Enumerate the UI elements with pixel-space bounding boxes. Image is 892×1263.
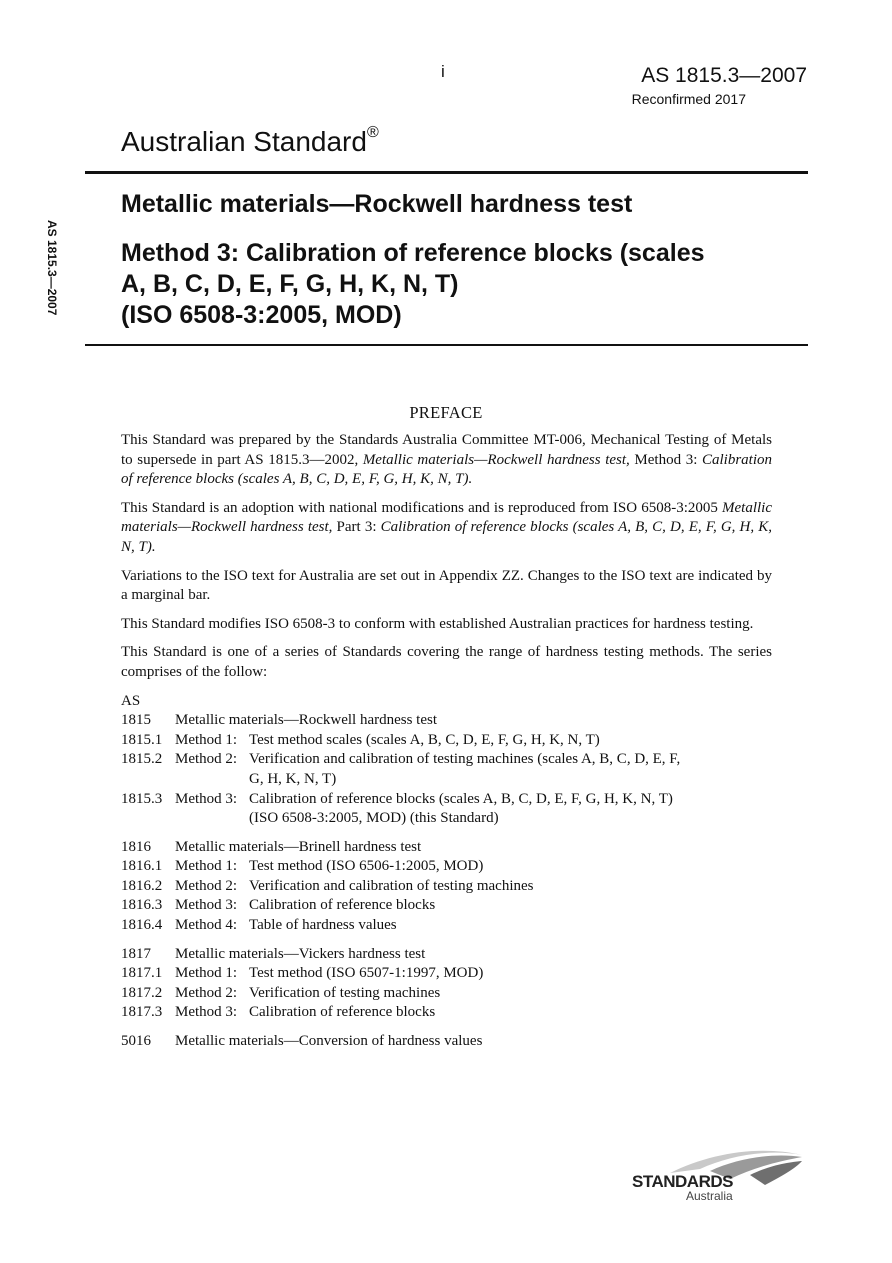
series-group [121,711,772,829]
method-text-cell: Calibration of reference blocks (scales A, B, C, D, E, F, G, H, K, N, T) [249,790,673,807]
series-method-row [121,857,772,877]
part-number-cell: 1815.2 [121,751,163,768]
series-group-title-row [121,1032,772,1052]
series-method-row [121,877,772,897]
preface-paragraph-5: This Standard is one of a series of Standards covering the range of hardness testing methods. The series comprises of the follow: [121,644,772,680]
method-label-cell: Method 3: [175,1004,238,1021]
italic-run: Metallic materials—Rockwell hardness test, [121,499,772,536]
preface-body [121,431,772,1061]
text-run: This Standard was prepared by the Standards Australia Committee MT-006, Mechanical Testing of Metals to supersede in part AS 1815.3—2002, [121,432,772,468]
series-method-row [121,916,772,936]
series-method-continuation [121,809,772,829]
italic-run: Calibration of reference blocks (scales A, B, C, D, E, F, G, H, K, N, T). [121,451,772,488]
part-number-cell: 1816.3 [121,897,163,914]
text-run: Part 3: [332,519,381,536]
method-text-cell: Test method (ISO 6506-1:2005, MOD) [249,858,484,875]
standard-number-cell: 5016 [121,1033,151,1050]
series-method-row [121,1003,772,1023]
part-number-cell: 1815.1 [121,731,163,748]
standard-type-text: Australian Standard [121,126,367,157]
standard-number-cell: 1815 [121,712,151,729]
logo-wordmark: STANDARDS [632,1172,733,1191]
method-label-cell: Method 1: [175,731,238,748]
series-group-title-row [121,945,772,965]
italic-run: Calibration of reference blocks (scales A, B, C, D, E, F, G, H, K, N, T). [121,519,772,555]
method-title-line: A, B, C, D, E, F, G, H, K, N, T) [121,270,459,298]
series-method-row [121,790,772,810]
standard-title-cell: Metallic materials—Vickers hardness test [175,945,426,962]
series-list [121,711,772,1052]
standard-title-cell: Metallic materials—Brinell hardness test [175,838,422,855]
part-number-cell: 1816.4 [121,917,163,934]
series-method-row [121,731,772,751]
side-label-text: AS 1815.3—2007 [45,220,59,316]
method-label-cell: Method 2: [175,877,238,894]
side-label [34,220,64,380]
part-number-cell: 1816.1 [121,858,163,875]
series-heading: AS [121,692,141,709]
series-method-continuation [121,770,772,790]
series-method-row [121,964,772,984]
standard-title-cell: Metallic materials—Conversion of hardness values [175,1033,483,1050]
part-number-cell: 1815.3 [121,790,163,807]
method-title-line: (ISO 6508-3:2005, MOD) [121,301,402,329]
method-text-cell: Test method scales (scales A, B, C, D, E, F, G, H, K, N, T) [249,731,600,748]
method-title [121,238,801,331]
method-text-cell: Table of hardness values [249,917,397,934]
preface-paragraph-1 [121,431,772,490]
series-group [121,838,772,936]
standard-type-heading [121,123,379,158]
method-label-cell: Method 3: [175,790,238,807]
standard-title-cell: Metallic materials—Rockwell hardness test [175,712,438,729]
method-label-cell: Method 2: [175,984,238,1001]
series-group [121,945,772,1023]
preface-paragraph-2 [121,499,772,558]
main-title: Metallic materials—Rockwell hardness test [121,190,633,218]
series-method-row [121,750,772,770]
text-run: Method 3: [629,451,702,468]
series-method-row [121,984,772,1004]
method-text-continuation: G, H, K, N, T) [249,770,337,787]
method-text-cell: Verification and calibration of testing machines [249,877,534,894]
preface-paragraph-3: Variations to the ISO text for Australia are set out in Appendix ZZ. Changes to the ISO text are indicated by a marginal bar. [121,567,772,604]
series-group-title-row [121,711,772,731]
part-number-cell: 1817.3 [121,1004,163,1021]
method-text-cell: Verification and calibration of testing machines (scales A, B, C, D, E, F, [249,751,681,768]
series-method-row [121,896,772,916]
registered-mark: ® [366,123,379,141]
series-group-title-row [121,838,772,858]
method-text-continuation: (ISO 6508-3:2005, MOD) (this Standard) [249,810,499,827]
method-label-cell: Method 2: [175,751,238,768]
method-label-cell: Method 3: [175,897,238,914]
page-number: i [441,62,445,81]
logo-subtitle: Australia [686,1189,733,1203]
standard-number-cell: 1816 [121,838,151,855]
method-text-cell: Calibration of reference blocks [249,897,436,914]
method-label-cell: Method 1: [175,858,238,875]
bottom-rule [85,344,808,346]
method-text-cell: Test method (ISO 6507-1:1997, MOD) [249,965,484,982]
method-text-cell: Verification of testing machines [249,984,441,1001]
series-group [121,1032,772,1052]
italic-run: Metallic materials—Rockwell hardness test, [362,451,630,468]
top-rule [85,171,808,174]
method-label-cell: Method 4: [175,917,238,934]
method-label-cell: Method 1: [175,965,238,982]
standard-number: AS 1815.3—2007 [641,64,807,87]
method-title-line: Method 3: Calibration of reference blocks (scales [121,239,705,267]
part-number-cell: 1816.2 [121,877,163,894]
standard-number-cell: 1817 [121,945,151,962]
reconfirmed-label: Reconfirmed 2017 [631,91,746,107]
preface-heading: PREFACE [409,403,483,422]
part-number-cell: 1817.2 [121,984,163,1001]
part-number-cell: 1817.1 [121,965,163,982]
method-text-cell: Calibration of reference blocks [249,1004,436,1021]
preface-paragraph-4: This Standard modifies ISO 6508-3 to conform with established Australian practices for hardness testing. [121,615,754,632]
text-run: This Standard is an adoption with national modifications and is reproduced from ISO 6508-3:2005 [121,499,723,516]
